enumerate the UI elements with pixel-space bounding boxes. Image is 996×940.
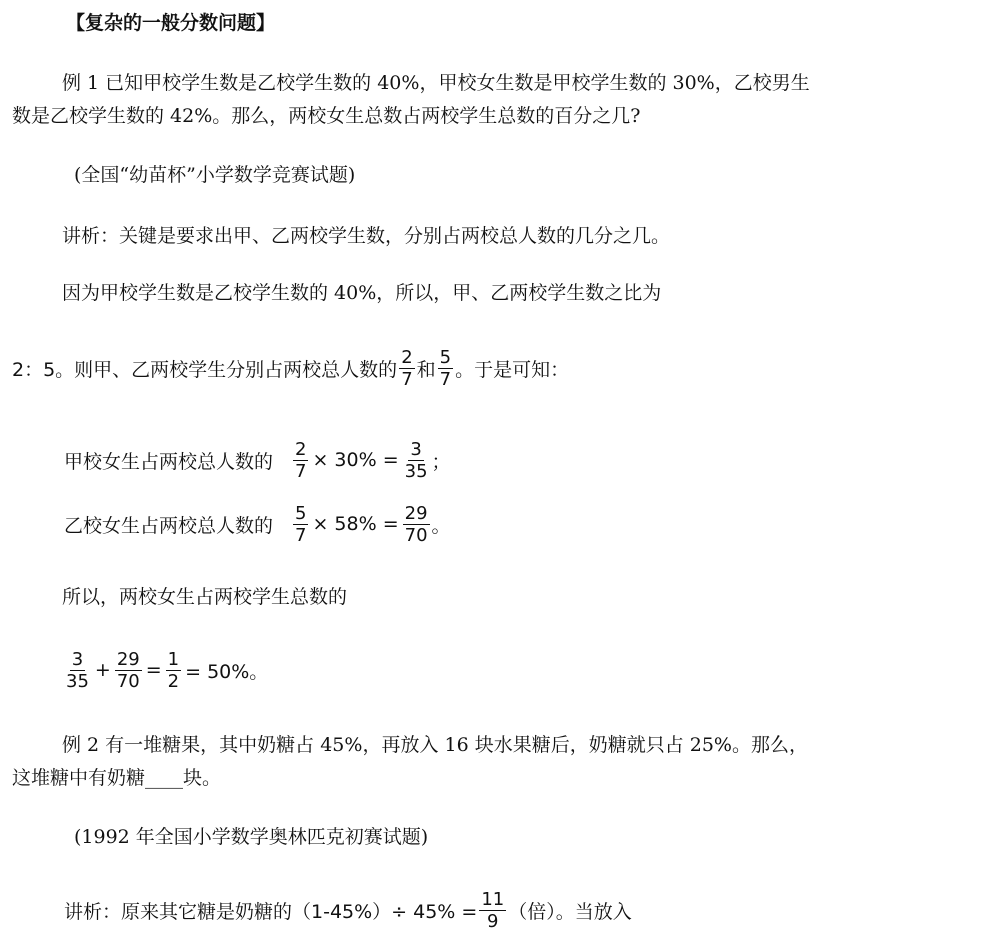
- ratio-text: 2：5。则甲、乙两校学生分别占两校总人数的: [12, 358, 398, 381]
- page-title: 【复杂的一般分数问题】: [66, 12, 276, 34]
- sum-fraction-2: $\frac{29}{70}$: [116, 648, 140, 692]
- calc2-line: [64, 494, 451, 554]
- example2-line2: 这堆糖中有奶糖____块。: [12, 767, 222, 789]
- so-line: 所以，两校女生占两校学生总数的: [62, 586, 348, 608]
- sum-line: [62, 640, 270, 700]
- example1-ratio-line: [12, 338, 569, 398]
- example1-source: (全国“幼苗杯”小学数学竞赛试题): [74, 164, 356, 186]
- sum-fraction-1: $\frac{3}{35}$: [66, 648, 89, 692]
- example2-analysis-prefix: 讲析：原来其它糖是奶糖的（1-45%）÷ 45% =: [64, 900, 478, 923]
- calc1-fraction: $\frac{2}{7}$: [295, 438, 307, 482]
- calc1-label: 甲校女生占两校总人数的: [64, 450, 274, 473]
- sum-equals: =: [145, 659, 162, 681]
- calc1-line: [64, 430, 451, 490]
- calc2-fraction: $\frac{5}{7}$: [295, 502, 307, 546]
- example1-analysis2: 因为甲校学生数是乙校学生数的 40%，所以，甲、乙两校学生数之比为: [62, 282, 662, 304]
- fraction-b: $\frac{5}{7}$: [439, 346, 452, 390]
- example2-analysis-line: [64, 880, 632, 940]
- sum-plus: +: [94, 659, 111, 681]
- calc1-result: $\frac{3}{35}$: [404, 438, 428, 482]
- example2-line1: 例 2 有一堆糖果，其中奶糖占 45%，再放入 16 块水果糖后，奶糖就只占 25%。那么，: [62, 734, 808, 756]
- tail-text: 。于是可知：: [455, 358, 570, 381]
- fraction-a: $\frac{2}{7}$: [401, 346, 413, 390]
- example2-analysis-fraction: $\frac{11}{9}$: [481, 888, 505, 932]
- calc1-mid: × 30% =: [312, 449, 399, 471]
- example1-line1: 例 1 已知甲校学生数是乙校学生数的 40%，甲校女生数是甲校学生数的 30%，乙校男生: [62, 72, 810, 94]
- and-text: 和: [416, 358, 436, 381]
- sum-fraction-3: $\frac{1}{2}$: [167, 648, 180, 692]
- calc2-result: $\frac{29}{70}$: [404, 502, 428, 546]
- example1-line2: 数是乙校学生数的 42%。那么，两校女生总数占两校学生总数的百分之几?: [12, 105, 641, 127]
- calc2-label: 乙校女生占两校总人数的: [64, 514, 274, 537]
- sum-end: = 50%。: [185, 660, 269, 683]
- calc2-end: 。: [431, 514, 451, 537]
- example2-source: (1992 年全国小学数学奥林匹克初赛试题): [74, 826, 429, 848]
- calc1-end: ；: [431, 450, 451, 473]
- calc2-mid: × 58% =: [312, 513, 399, 535]
- example2-analysis-suffix: （倍）。当放入: [508, 900, 632, 923]
- example1-analysis1: 讲析：关键是要求出甲、乙两校学生数，分别占两校总人数的几分之几。: [62, 225, 671, 247]
